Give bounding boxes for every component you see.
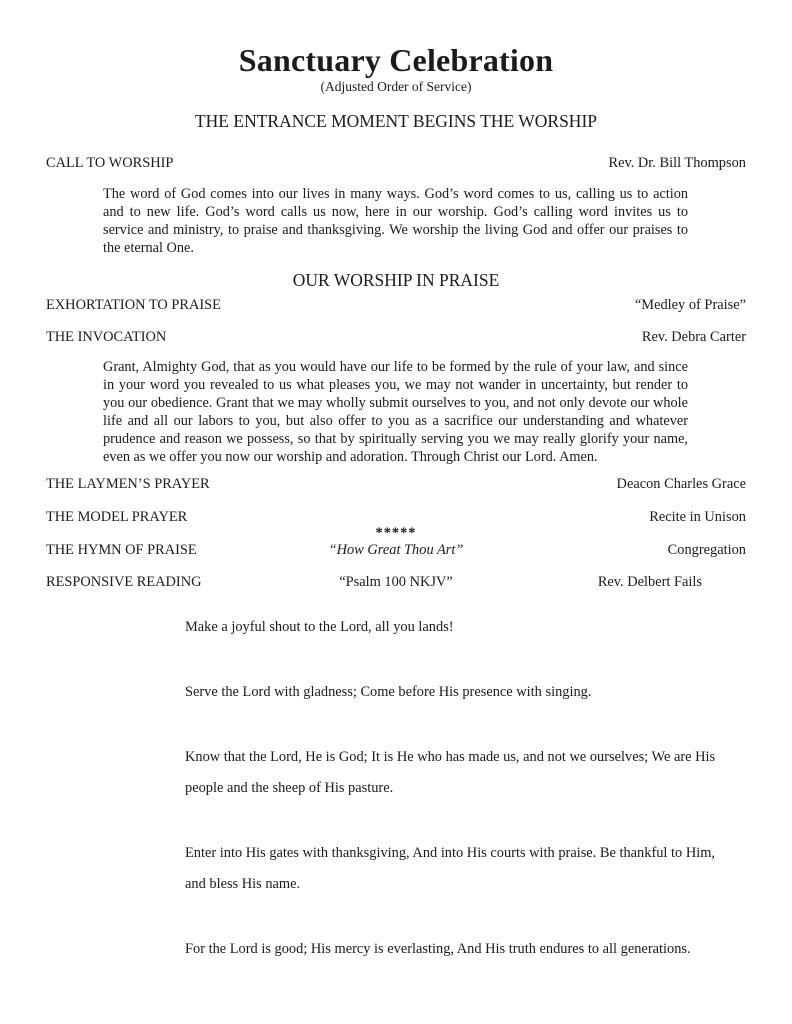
stars-separator: ***** <box>375 525 417 541</box>
program-credit: Congregation <box>667 542 746 558</box>
verse-line: people and the sheep of His pasture. <box>185 780 394 796</box>
page-subtitle: (Adjusted Order of Service) <box>320 79 472 94</box>
call-to-worship-text: The word of God comes into our lives in many ways. God’s word comes to us, calling us to action and to new life. God’s word calls us now, here in our worship. God’s calling word invites us to service and ministry, to praise and thanksgiving. We worship the living God and offer our praises to the eternal One. <box>103 186 688 256</box>
program-row-model-prayer <box>46 508 746 526</box>
reading-verse <box>185 612 746 643</box>
program-row-invocation <box>46 328 746 346</box>
program-credit: Recite in Unison <box>649 509 746 525</box>
section-heading-praise: OUR WORSHIP IN PRAISE <box>292 270 500 290</box>
verse-line: For the Lord is good; His mercy is everlasting, And His truth endures to all generations. <box>185 941 691 957</box>
program-credit: Rev. Debra Carter <box>641 329 746 345</box>
program-label: THE HYMN OF PRAISE <box>46 542 197 558</box>
program-label: THE INVOCATION <box>46 329 167 345</box>
program-credit: Rev. Dr. Bill Thompson <box>608 155 746 171</box>
verse-line: Make a joyful shout to the Lord, all you lands! <box>185 619 454 635</box>
program-credit: Deacon Charles Grace <box>616 476 746 492</box>
program-label: THE LAYMEN’S PRAYER <box>46 476 210 492</box>
reading-verse <box>185 677 746 708</box>
responsive-reading-section <box>46 612 746 965</box>
program-row-exhortation <box>46 296 746 314</box>
invocation-prayer-text: Grant, Almighty God, that as you would have our life to be formed by the rule of your law, and since in your word you revealed to us what pleases you, we may not wander in uncertainty, but render to you our obedience. Grant that we may wholly submit ourselves to you, and not only devote our whole life and all our labors to you, but also offer to you as a sacrifice our understanding and whatever prudence and reason we possess, so that by spiritually serving you we may really glorify your name, even as we offer you now our worship and adoration. Through Christ our Lord. Amen. <box>103 359 688 465</box>
program-credit: “Medley of Praise” <box>634 297 746 313</box>
program-piece: “How Great Thou Art” <box>328 542 464 558</box>
reading-verse <box>185 838 746 900</box>
program-label: EXHORTATION TO PRAISE <box>46 297 221 313</box>
verse-line: Serve the Lord with gladness; Come before His presence with singing. <box>185 684 592 700</box>
program-label: CALL TO WORSHIP <box>46 155 174 171</box>
reading-verse <box>185 742 746 804</box>
program-row-hymn-of-praise <box>46 541 746 559</box>
program-row-call-to-worship <box>46 154 746 172</box>
verse-line: Enter into His gates with thanksgiving, And into His courts with praise. Be thankful to Him, <box>185 845 716 861</box>
program-row-responsive-reading <box>46 573 746 591</box>
verse-line: Know that the Lord, He is God; It is He who has made us, and not we ourselves; We are His <box>185 749 716 765</box>
verse-line: and bless His name. <box>185 876 301 892</box>
page-title: Sanctuary Celebration <box>238 42 554 78</box>
program-credit: Rev. Delbert Fails <box>597 574 702 590</box>
program-piece: “Psalm 100 NKJV” <box>339 574 453 590</box>
program-label: RESPONSIVE READING <box>46 574 202 590</box>
reading-verse <box>185 934 746 965</box>
program-row-laymens-prayer <box>46 475 746 493</box>
section-heading-entrance: THE ENTRANCE MOMENT BEGINS THE WORSHIP <box>194 111 598 131</box>
program-label: THE MODEL PRAYER <box>46 509 188 525</box>
